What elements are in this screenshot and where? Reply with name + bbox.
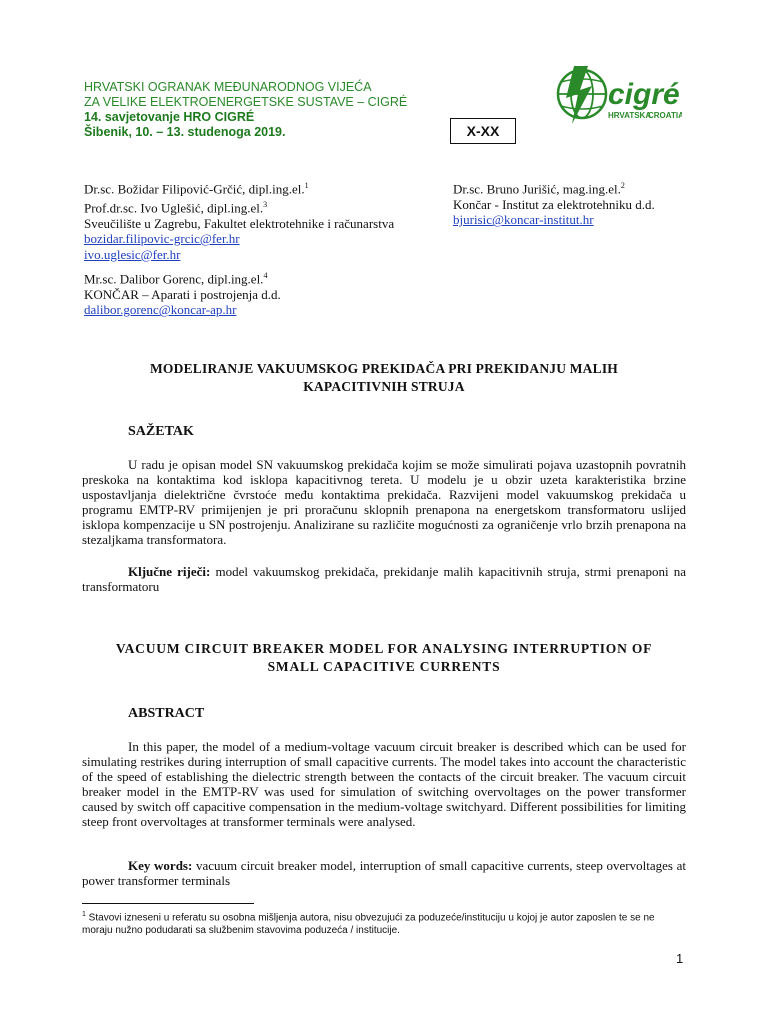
authors-left (84, 178, 394, 262)
cigre-logo (552, 52, 682, 142)
title-hr-line-1: MODELIRANJE VAKUUMSKOG PREKIDAČA PRI PREKIDANJU MALIH (149, 361, 618, 376)
svg-text:HRVATSKA: HRVATSKA (608, 111, 652, 120)
author-2: Prof.dr.sc. Ivo Uglešić, dipl.ing.el.$^3$ (84, 199, 268, 216)
footnote: $^1$ Stavovi izneseni u referatu su osobna mišljenja autora, nisu obvezujući za poduzeće/instituciju u kojoj je autor zaposlen te se ne moraju nužno podudarati sa službenim stavovima poduzeća / institucije. (82, 911, 655, 937)
author-1: Dr.sc. Božidar Filipović-Grčić, dipl.ing.el.$^1$ (84, 181, 309, 197)
abstract-text: In this paper, the model of a medium-voltage vacuum circuit breaker is described which can be used for simulating restrikes during interruption of small capacitive currents. The model takes into account the characteristic of the speed of establishing the dielectric strength between the contacts of the circuit breaker. The vacuum circuit breaker model in the EMTP-RV was used for simulation of switching overvoltages on the power transformer caused by switch off capacitive compensation in the medium-voltage switchyard. Different possibilities for limiting steep front overvoltages at transformer terminals were analysed. (82, 739, 686, 829)
authors-right (453, 178, 655, 228)
title-en-line-2: SMALL CAPACITIVE CURRENTS (267, 659, 501, 674)
footnote-rule (82, 903, 254, 904)
event-place-date: Šibenik, 10. – 13. studenoga 2019. (84, 125, 286, 139)
title-en-line-1: VACUUM CIRCUIT BREAKER MODEL FOR ANALYSING INTERRUPTION OF (115, 641, 653, 656)
abstract-keywords: Key words: vacuum circuit breaker model, interruption of small capacitive currents, steep overvoltages at power transformer terminals (82, 858, 686, 888)
author-right-1: Dr.sc. Bruno Jurišić, mag.ing.el.$^2$ (453, 181, 625, 197)
email-link-right[interactable]: bjurisic@koncar-institut.hr (453, 212, 594, 228)
org-line-2: ZA VELIKE ELEKTROENERGETSKE SUSTAVE – CIGRÉ (84, 95, 408, 109)
sazetak-text: U radu je opisan model SN vakuumskog prekidača kojim se može simulirati pojava uzastopnih povratnih preskoka na kontaktima kod isklopa kapacitivnog tereta. U modelu je u obzir uzeta karakteristika brzine uspostavljanja dielektrične čvrstoće među kontaktima prekidača. Razvijeni model vakuumskog prekidača u programu EMTP-RV primijenjen je pri proračunu sklopnih prenapona na energetskom transformatoru uslijed isklopa kompenzacije u SN postrojenju. Analizirane su različite mogućnosti za ograničenje vrlo brzih prenapona na stezaljkama transformatora. (82, 457, 686, 547)
affiliation-right: Končar - Institut za elektrotehniku d.d. (453, 196, 655, 212)
page-number: 1 (676, 951, 684, 966)
abstract-heading: ABSTRACT (128, 706, 205, 721)
sazetak-keywords: Ključne riječi: model vakuumskog prekidača, prekidanje malih kapacitivnih struja, strmi prenaponi na transformatoru (82, 564, 686, 594)
cigre-globe-icon (552, 52, 682, 142)
title-hr-line-2: KAPACITIVNIH STRUJA (303, 379, 465, 394)
svg-text:cigré: cigré (608, 78, 680, 111)
email-link-3[interactable]: dalibor.gorenc@koncar-ap.hr (84, 302, 237, 318)
svg-text:CROATIA: CROATIA (648, 111, 682, 120)
paper-code-box: X-XX (450, 118, 516, 144)
author-3: Mr.sc. Dalibor Gorenc, dipl.ing.el.$^4$ (84, 271, 268, 287)
sazetak-heading: SAŽETAK (128, 424, 194, 439)
paper-title-en (80, 640, 688, 676)
event-name: 14. savjetovanje HRO CIGRÉ (84, 110, 255, 124)
affiliation-1: Sveučilište u Zagrebu, Fakultet elektrotehnike i računarstva (84, 215, 395, 231)
paper-title-hr (80, 360, 688, 396)
email-link-2[interactable]: ivo.uglesic@fer.hr (84, 246, 181, 262)
authors-left-2 (84, 268, 281, 318)
org-line-1: HRVATSKI OGRANAK MEĐUNARODNOG VIJEĆA (84, 80, 372, 94)
email-link-1[interactable]: bozidar.filipovic-grcic@fer.hr (84, 231, 240, 247)
affiliation-2: KONČAR – Aparati i postrojenja d.d. (84, 286, 281, 302)
header-org (84, 80, 407, 140)
